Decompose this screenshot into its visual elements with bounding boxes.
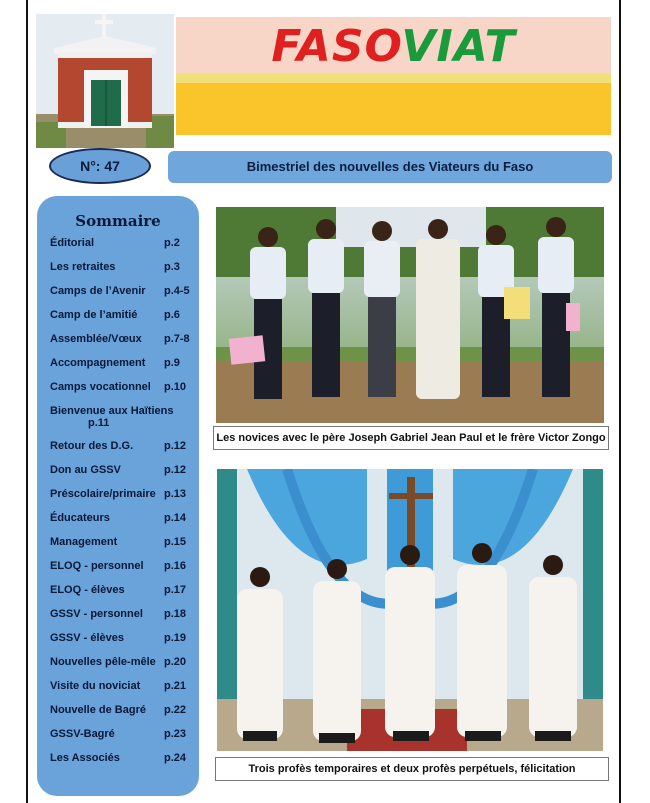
toc-item-label: GSSV - élèves <box>50 632 124 644</box>
toc-item-label: GSSV - personnel <box>50 608 143 620</box>
toc-item <box>50 704 190 716</box>
chapel-photo <box>36 14 174 148</box>
novices-illustration <box>216 207 604 423</box>
toc-item <box>50 464 190 476</box>
toc-item-label: Nouvelle de Bagré <box>50 704 146 716</box>
toc-item-label: Éditorial <box>50 237 95 249</box>
table-of-contents <box>37 196 199 796</box>
toc-item-label: Retour des D.G. <box>50 440 134 452</box>
newsletter-title <box>176 21 611 73</box>
toc-item-page: p.12 <box>164 440 187 452</box>
toc-item <box>50 309 190 321</box>
toc-item-page: p.22 <box>164 704 187 716</box>
title-faso: FASO <box>271 21 402 72</box>
issue-number-badge: N°: 47 <box>49 148 151 184</box>
toc-item-label: Les Associés <box>50 752 120 764</box>
photo-caption-profession: Trois profès temporaires et deux profès perpétuels, félicitation <box>215 757 609 781</box>
toc-heading: Sommaire <box>75 212 161 230</box>
toc-item-label: Camps vocationnel <box>50 381 151 393</box>
toc-item <box>50 656 190 668</box>
toc-item <box>50 632 190 644</box>
toc-item-page: p.17 <box>164 584 187 596</box>
toc-item <box>50 728 190 740</box>
photo-caption-novices: Les novices avec le père Joseph Gabriel Jean Paul et le frère Victor Zongo <box>213 426 609 450</box>
toc-item-page: p.11 <box>88 417 110 429</box>
toc-item-page: p.15 <box>164 536 187 548</box>
toc-item <box>50 608 190 620</box>
profession-ceremony-photo <box>217 469 603 751</box>
toc-item <box>50 560 190 572</box>
toc-item-label: Camp de l’amitié <box>50 309 138 321</box>
toc-item-page: p.19 <box>164 632 187 644</box>
toc-item <box>50 584 190 596</box>
toc-item-label: Don au GSSV <box>50 464 121 476</box>
toc-item-page: p.14 <box>164 512 187 524</box>
novices-photo <box>216 207 604 423</box>
toc-item-label: Management <box>50 536 118 548</box>
page-border-left <box>26 0 28 803</box>
toc-item <box>50 405 190 429</box>
toc-item-label: Éducateurs <box>50 512 110 524</box>
toc-item-label: Camps de l’Avenir <box>50 285 146 297</box>
chapel-illustration <box>36 14 174 148</box>
toc-item-page: p.6 <box>164 309 180 321</box>
toc-item-page: p.20 <box>164 656 187 668</box>
banner-divider <box>176 73 611 83</box>
toc-item <box>50 285 190 297</box>
toc-item <box>50 752 190 764</box>
toc-item <box>50 237 190 249</box>
page-border-right <box>619 0 621 803</box>
toc-item-label: ELOQ - élèves <box>50 584 125 596</box>
toc-item-page: p.9 <box>164 357 180 369</box>
toc-item-label: ELOQ - personnel <box>50 560 144 572</box>
ceremony-illustration <box>217 469 603 751</box>
toc-item-label: Préscolaire/primaire <box>50 488 156 500</box>
toc-item-page: p.2 <box>164 237 180 249</box>
toc-item <box>50 488 190 500</box>
toc-item <box>50 680 190 692</box>
toc-item-page: p.4-5 <box>164 285 190 297</box>
toc-item-page: p.23 <box>164 728 187 740</box>
title-viat: VIAT <box>401 21 516 72</box>
toc-item <box>50 440 190 452</box>
toc-item-label: Assemblée/Vœux <box>50 333 142 345</box>
toc-item-page: p.24 <box>164 752 187 764</box>
toc-item <box>50 536 190 548</box>
toc-item-label: Les retraites <box>50 261 116 273</box>
toc-item-page: p.16 <box>164 560 187 572</box>
toc-item <box>50 381 190 393</box>
newsletter-subtitle: Bimestriel des nouvelles des Viateurs du Faso <box>168 151 612 183</box>
banner-bottom-band <box>176 83 611 135</box>
toc-item-page: p.10 <box>164 381 187 393</box>
masthead-banner <box>176 17 611 135</box>
toc-item-label: Nouvelles pêle-mêle <box>50 656 156 668</box>
toc-item-page: p.13 <box>164 488 187 500</box>
toc-item-label: Bienvenue aux Haïtiens <box>50 405 174 417</box>
toc-item <box>50 333 190 345</box>
toc-item-page: p.7-8 <box>164 333 190 345</box>
toc-item-page: p.12 <box>164 464 187 476</box>
toc-item-label: Visite du noviciat <box>50 680 141 692</box>
toc-item-label: GSSV-Bagré <box>50 728 115 740</box>
toc-item <box>50 261 190 273</box>
toc-item <box>50 512 190 524</box>
toc-item <box>50 357 190 369</box>
toc-item-page: p.18 <box>164 608 187 620</box>
toc-item-page: p.21 <box>164 680 187 692</box>
toc-item-label: Accompagnement <box>50 357 146 369</box>
toc-item-page: p.3 <box>164 261 180 273</box>
